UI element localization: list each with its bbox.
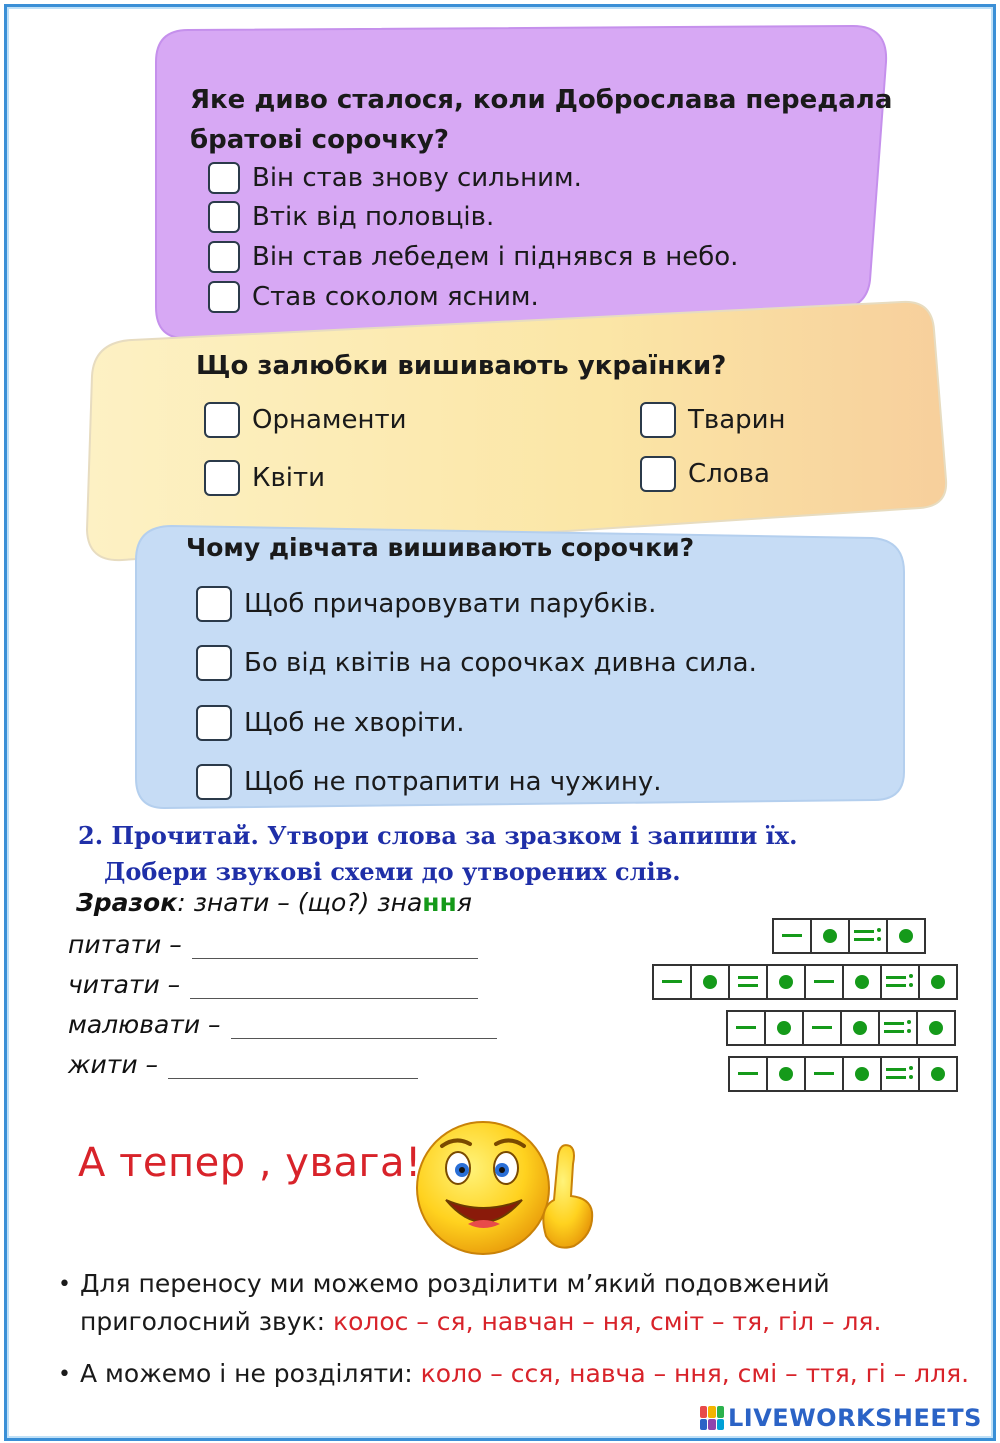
vowel-mark [920, 1058, 956, 1090]
smiley-pointing-icon [408, 1112, 608, 1262]
option-label: Тварин [688, 405, 786, 435]
option-label: Бо від квітів на сорочках дивна сила. [244, 648, 757, 678]
answer-input[interactable] [231, 1012, 497, 1039]
question1-title-line2: братові сорочку? [190, 125, 449, 155]
word-row-1 [68, 930, 478, 959]
word-label: питати – [68, 930, 182, 959]
word-label: читати – [68, 970, 181, 999]
consonant-hard-mark [730, 1058, 768, 1090]
sound-scheme-3[interactable] [726, 1010, 956, 1046]
option-label: Щоб не хворіти. [244, 708, 465, 738]
word-label: малювати – [68, 1010, 221, 1039]
option-label: Щоб причаровувати парубків. [244, 589, 657, 619]
consonant-soft-long-mark [850, 920, 888, 952]
word-row-3 [68, 1010, 497, 1039]
vowel-mark [888, 920, 924, 952]
answer-input[interactable] [190, 972, 478, 999]
option-label: Квіти [252, 463, 326, 493]
rule1-examples: колос – ся, навчан – ня, сміт – тя, гіл – ля. [333, 1307, 882, 1336]
consonant-hard-mark [774, 920, 812, 952]
consonant-soft-mark [730, 966, 768, 998]
sample-line [76, 888, 472, 917]
question1-option-3[interactable] [208, 241, 738, 273]
question2-option-3[interactable] [640, 402, 786, 438]
rule1-line2 [80, 1304, 881, 1340]
option-label: Він став знову сильним. [252, 163, 582, 193]
checkbox[interactable] [196, 764, 232, 800]
question3-option-3[interactable] [196, 705, 465, 741]
sample-highlight: нн [422, 888, 457, 917]
attention-heading: А тепер , увага! [78, 1140, 422, 1186]
vowel-mark [920, 966, 956, 998]
sound-scheme-2[interactable] [652, 964, 958, 1000]
rule1-text: приголосний звук: [80, 1307, 333, 1336]
option-label: Він став лебедем і піднявся в небо. [252, 242, 739, 272]
consonant-soft-long-mark [882, 966, 920, 998]
consonant-hard-mark [654, 966, 692, 998]
answer-input[interactable] [192, 932, 478, 959]
option-label: Орнаменти [252, 405, 407, 435]
consonant-hard-mark [806, 1058, 844, 1090]
sample-label: Зразок [76, 888, 178, 917]
question3-option-4[interactable] [196, 764, 662, 800]
rule1-line1: Для переносу ми можемо розділити м’який подовжений [80, 1269, 830, 1298]
question1-option-1[interactable] [208, 162, 582, 194]
sound-scheme-4[interactable] [728, 1056, 958, 1092]
bullet-icon: • [58, 1272, 71, 1297]
question1-option-2[interactable] [208, 201, 494, 233]
rule2-examples: коло – сся, навча – ння, смі – ття, гі – лля. [420, 1359, 970, 1388]
task2-title [78, 818, 797, 890]
checkbox[interactable] [196, 705, 232, 741]
vowel-mark [692, 966, 730, 998]
question2-option-2[interactable] [204, 460, 325, 496]
consonant-hard-mark [728, 1012, 766, 1044]
checkbox[interactable] [196, 586, 232, 622]
rule2-line [80, 1356, 969, 1392]
option-label: Слова [688, 459, 770, 489]
vowel-mark [768, 1058, 806, 1090]
question2-option-1[interactable] [204, 402, 407, 438]
vowel-mark [812, 920, 850, 952]
answer-input[interactable] [168, 1052, 418, 1079]
vowel-mark [766, 1012, 804, 1044]
liveworksheets-logo [700, 1404, 982, 1432]
task2-line2: Добери звукові схеми до утворених слів. [104, 857, 681, 886]
option-label: Щоб не потрапити на чужину. [244, 767, 662, 797]
vowel-mark [842, 1012, 880, 1044]
checkbox[interactable] [640, 402, 676, 438]
option-label: Став соколом ясним. [252, 282, 539, 312]
checkbox[interactable] [208, 162, 240, 194]
bullet-icon: • [58, 1362, 71, 1387]
checkbox[interactable] [208, 201, 240, 233]
task2-line1: 2. Прочитай. Утвори слова за зразком і запиши їх. [78, 821, 798, 850]
checkbox[interactable] [640, 456, 676, 492]
consonant-soft-long-mark [882, 1058, 920, 1090]
question3-option-1[interactable] [196, 586, 656, 622]
sample-text: : знати – (що?) зна [177, 888, 423, 917]
consonant-hard-mark [806, 966, 844, 998]
logo-text: LIVEWORKSHEETS [728, 1404, 982, 1432]
consonant-soft-long-mark [880, 1012, 918, 1044]
checkbox[interactable] [208, 241, 240, 273]
liveworksheets-logo-icon [700, 1406, 724, 1430]
word-row-4 [68, 1050, 418, 1079]
vowel-mark [768, 966, 806, 998]
sound-scheme-1[interactable] [772, 918, 926, 954]
question3-title: Чому дівчата вишивають сорочки? [186, 533, 695, 562]
vowel-mark [844, 1058, 882, 1090]
question1-title-line1: Яке диво сталося, коли Доброслава передала [190, 85, 893, 115]
consonant-hard-mark [804, 1012, 842, 1044]
question2-title: Що залюбки вишивають українки? [196, 351, 727, 381]
question3-option-2[interactable] [196, 645, 757, 681]
checkbox[interactable] [196, 645, 232, 681]
word-row-2 [68, 970, 478, 999]
checkbox[interactable] [204, 402, 240, 438]
checkbox[interactable] [204, 460, 240, 496]
word-label: жити – [68, 1050, 159, 1079]
sample-end: я [456, 888, 472, 917]
vowel-mark [844, 966, 882, 998]
option-label: Втік від половців. [252, 202, 495, 232]
rule2-text: А можемо і не розділяти: [80, 1359, 421, 1388]
vowel-mark [918, 1012, 954, 1044]
question2-option-4[interactable] [640, 456, 770, 492]
